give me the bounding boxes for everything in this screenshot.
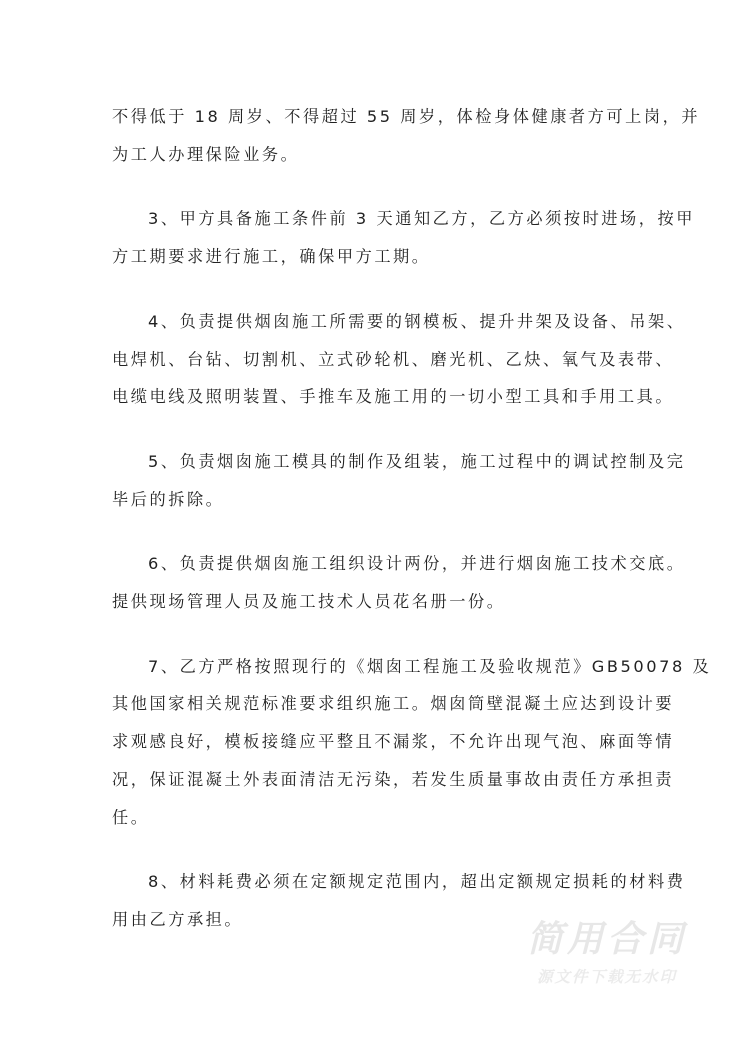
watermark — [512, 918, 702, 988]
paragraph-item-4 — [112, 303, 686, 416]
text-line: 电缆电线及照明装置、手推车及施工用的一切小型工具和手用工具。 — [112, 387, 675, 407]
text-line: 5、负责烟囱施工模具的制作及组装，施工过程中的调试控制及完 — [148, 451, 686, 471]
paragraph-item-7 — [112, 648, 712, 837]
text-line: 不得低于 18 周岁、不得超过 55 周岁，体检身体健康者方可上岗，并 — [112, 107, 701, 126]
watermark-subtitle: 源文件下载无水印 — [536, 968, 677, 986]
document-body — [112, 98, 712, 966]
text-line: 电焊机、台钻、切割机、立式砂轮机、磨光机、乙炔、氧气及表带、 — [112, 349, 675, 369]
text-line: 况，保证混凝土外表面清洁无污染，若发生质量事故由责任方承担责 — [112, 769, 675, 789]
watermark-title: 简用合同 — [526, 919, 687, 960]
text-line: 其他国家相关规范标准要求组织施工。烟囱筒壁混凝土应达到设计要 — [112, 694, 675, 714]
text-line: 为工人办理保险业务。 — [112, 144, 300, 164]
text-line: 3、甲方具备施工条件前 3 天通知乙方，乙方必须按时进场，按甲 — [148, 209, 695, 229]
text-line: 8、材料耗费必须在定额规定范围内，超出定额规定损耗的材料费 — [148, 872, 686, 892]
text-line: 提供现场管理人员及施工技术人员花名册一份。 — [112, 592, 506, 612]
text-line: 任。 — [112, 807, 150, 827]
paragraph-continuation — [112, 98, 701, 173]
text-line: 求观感良好，模板接缝应平整且不漏浆，不允许出现气泡、麻面等情 — [112, 732, 675, 752]
text-line: 7、乙方严格按照现行的《烟囱工程施工及验收规范》GB50078 及 — [148, 656, 712, 676]
paragraph-item-5 — [112, 443, 686, 518]
paragraph-item-6 — [112, 545, 686, 620]
paragraph-item-3 — [112, 200, 695, 275]
text-line: 4、负责提供烟囱施工所需要的钢模板、提升井架及设备、吊架、 — [148, 311, 686, 331]
text-line: 方工期要求进行施工，确保甲方工期。 — [112, 247, 431, 267]
text-line: 用由乙方承担。 — [112, 909, 244, 929]
text-line: 毕后的拆除。 — [112, 489, 225, 509]
text-line: 6、负责提供烟囱施工组织设计两份，并进行烟囱施工技术交底。 — [148, 554, 686, 574]
